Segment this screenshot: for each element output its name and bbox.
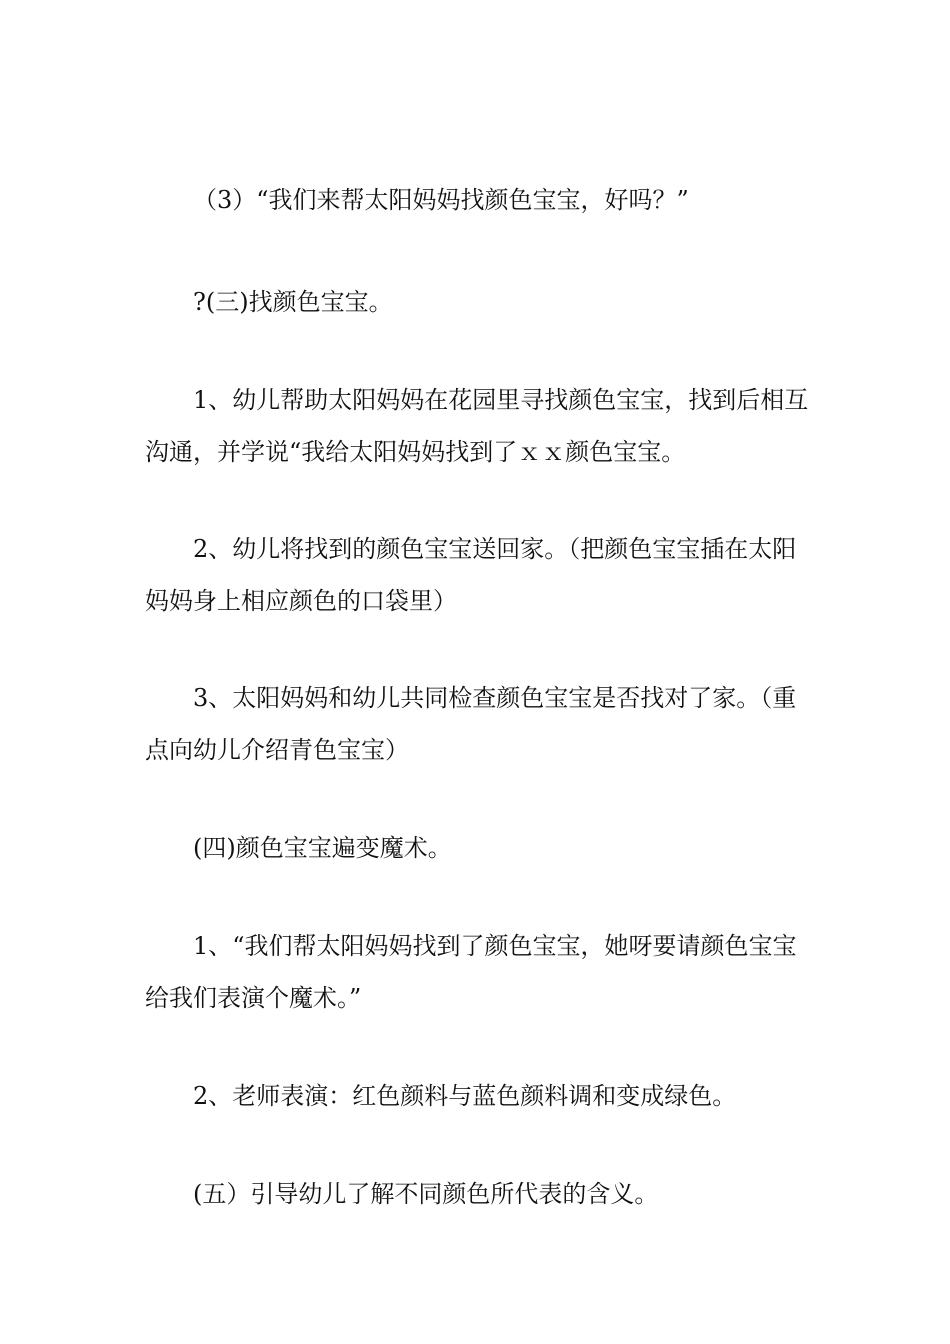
paragraph-magic-1: 1、“我们帮太阳妈妈找到了颜色宝宝，她呀要请颜色宝宝给我们表演个魔术。” [145,932,797,1012]
paragraph-find-3: 3、太阳妈妈和幼儿共同检查颜色宝宝是否找对了家。（重点向幼儿介绍青色宝宝） [145,684,797,764]
paragraph-find-1: 1、幼儿帮助太阳妈妈在花园里寻找颜色宝宝，找到后相互沟通，并学说“我给太阳妈妈找到了ｘｘ颜色宝宝。 [145,386,809,466]
section-heading-magic: (四)颜色宝宝遍变魔术。 [193,834,452,862]
section-heading-find-colors: ?(三)找颜色宝宝。 [193,288,393,316]
section-heading-meanings: (五）引导幼儿了解不同颜色所代表的含义。 [193,1180,659,1208]
paragraph-step-3: （3）“我们来帮太阳妈妈找颜色宝宝，好吗？” [193,186,689,214]
paragraph-find-2: 2、幼儿将找到的颜色宝宝送回家。（把颜色宝宝插在太阳妈妈身上相应颜色的口袋里） [145,535,797,615]
paragraph-magic-2: 2、老师表演：红色颜料与蓝色颜料调和变成绿色。 [193,1082,737,1110]
